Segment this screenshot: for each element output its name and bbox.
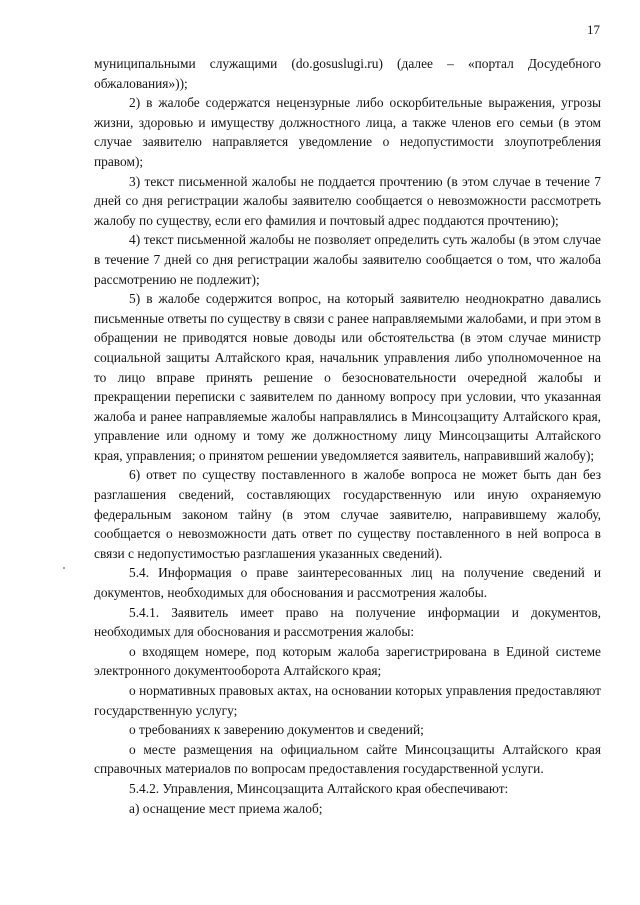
paragraph-item-6: 6) ответ по существу поставленного в жалобе вопроса не может быть дан без разглашения сведений, составляющих государственную или иную охраняемую федеральным законом тайну (в этом случае заявителю, направившему жалобу, сообщается о невозможности дать ответ по существу поставленного в ней вопроса в связи с недопустимостью разглашения указанных сведений). bbox=[94, 467, 601, 561]
list-item-legal-acts: о нормативных правовых актах, на основании которых управления предоставляют государственную услугу; bbox=[94, 683, 601, 718]
paragraph-item-3: 3) текст письменной жалобы не поддается прочтению (в этом случае в течение 7 дней со дня регистрации жалобы заявителю сообщается о невозможности рассмотреть жалобу по существу, если его фамилия и почтовый адрес поддаются прочтению); bbox=[94, 173, 601, 228]
paragraph-item-2: 2) в жалобе содержатся нецензурные либо оскорбительные выражения, угрозы жизни, здоровью и имуществу должностного лица, а также членов его семьи (в этом случае заявителю направляется уведомление о недопустимости злоупотребления правом); bbox=[94, 95, 601, 169]
page-number: 17 bbox=[587, 22, 600, 37]
section-5-4-1: 5.4.1. Заявитель имеет право на получение информации и документов, необходимых для обоснования и рассмотрения жалобы: bbox=[94, 604, 601, 640]
section-5-4-2: 5.4.2. Управления, Минсоцзащита Алтайского края обеспечивают: bbox=[129, 780, 509, 796]
document-body bbox=[94, 54, 601, 818]
margin-speck bbox=[63, 567, 65, 569]
list-item-certification-requirements: о требованиях к заверению документов и сведений; bbox=[129, 722, 424, 738]
section-5-4-heading: 5.4. Информация о праве заинтересованных лиц на получение сведений и документов, необходимых для обоснования и рассмотрения жалобы. bbox=[94, 565, 601, 601]
list-item-incoming-number: о входящем номере, под которым жалоба зарегистрирована в Единой системе электронного документооборота Алтайского края; bbox=[94, 643, 601, 679]
paragraph-item-5: 5) в жалобе содержится вопрос, на который заявителю неоднократно давались письменные ответы по существу в связи с ранее направляемыми жалобами, и при этом в обращении не приводятся новые доводы или обстоятельства (в этом случае министр социальной защиты Алтайского края, начальник управления либо уполномоченное на то лицо вправе принять решение о безосновательности очередной жалобы и прекращении переписки с заявителем по данному вопросу при условии, что указанная жалоба и ранее направляемые жалобы направлялись в Минсоцзащиту Алтайского края, управление или одному и тому же должностному лицу Минсоцзащиты Алтайского края, управления; о принятом решении уведомляется заявитель, направивший жалобу); bbox=[94, 291, 601, 463]
sub-item-a: а) оснащение мест приема жалоб; bbox=[129, 800, 323, 816]
paragraph-continuation: муниципальными служащими (do.gosuslugi.ru) (далее – «портал Досудебного обжалования»)); bbox=[94, 56, 601, 91]
list-item-reference-materials: о месте размещения на официальном сайте Минсоцзащиты Алтайского края справочных материалов по вопросам предоставления государственной услуги. bbox=[94, 741, 601, 777]
paragraph-item-4: 4) текст письменной жалобы не позволяет определить суть жалобы (в этом случае в течение 7 дней со дня регистрации жалобы заявителю сообщается о том, что жалоба рассмотрению не подлежит); bbox=[94, 232, 601, 287]
